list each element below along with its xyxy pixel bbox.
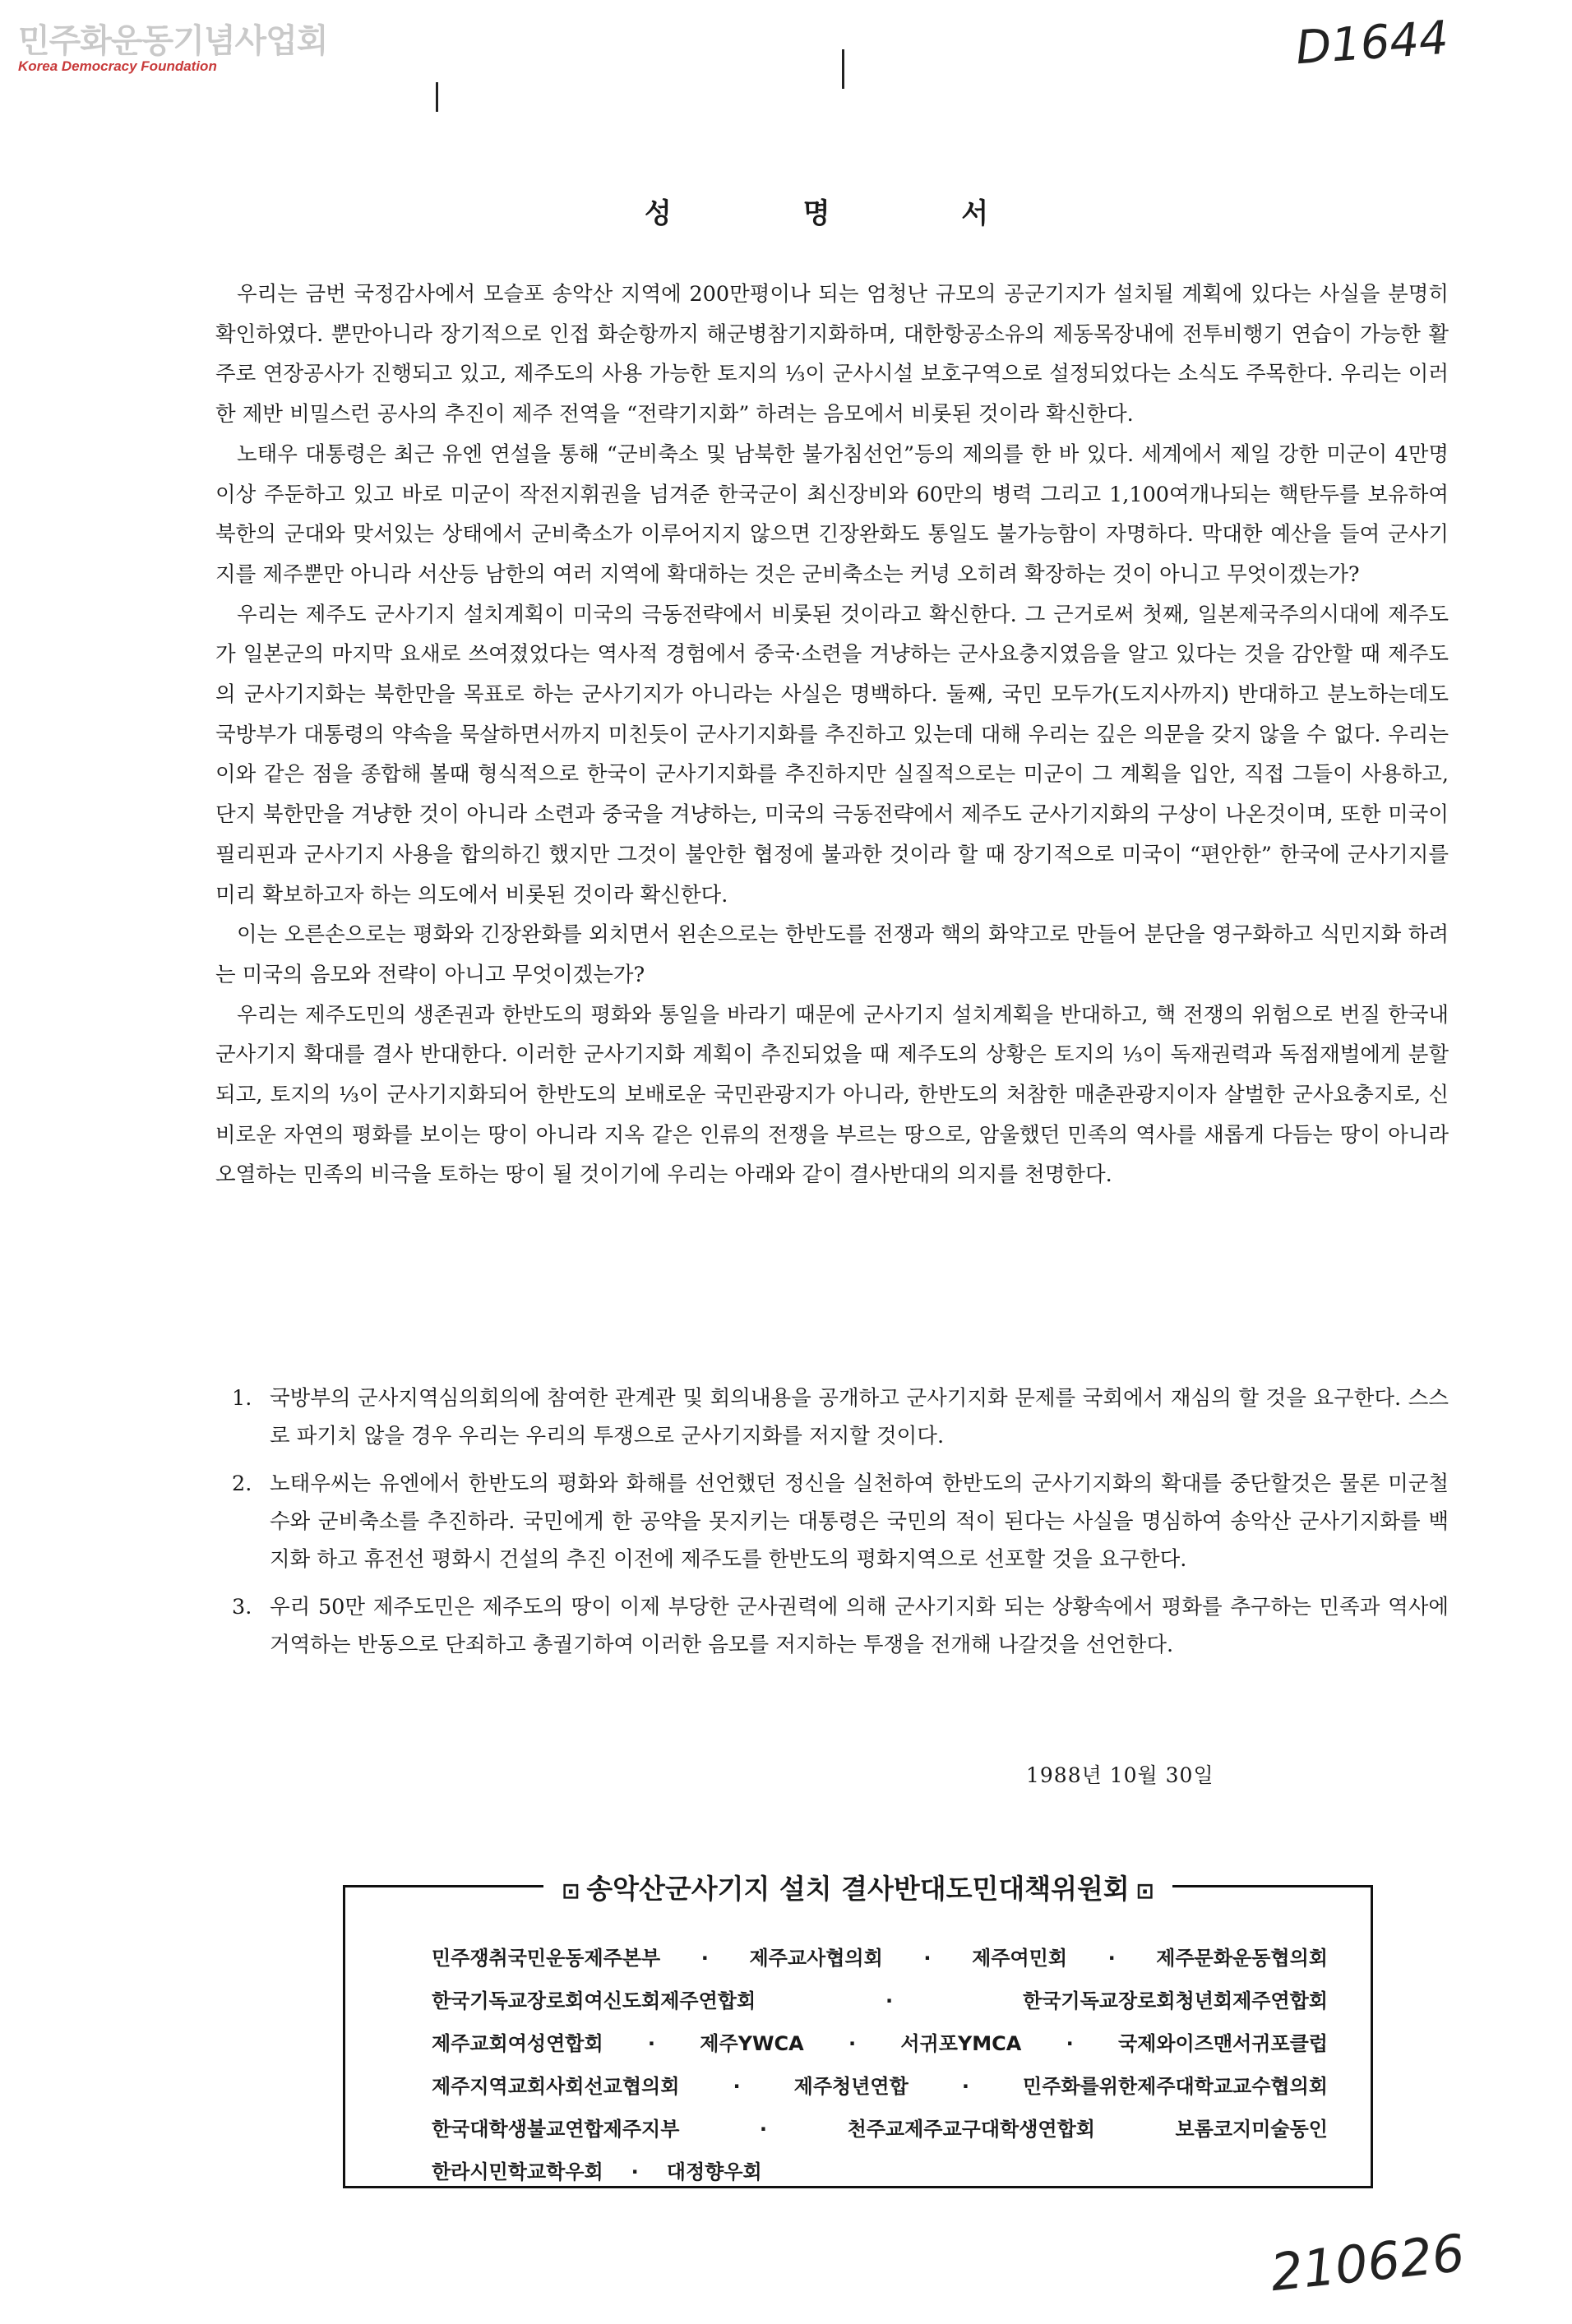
member-org: 대정향우회 xyxy=(666,2160,762,2183)
member-org: 제주교사협의회 xyxy=(749,1947,883,1970)
pen-mark xyxy=(842,49,844,89)
demand-text: 우리 50만 제주도민은 제주도의 땅이 이제 부당한 군사권력에 의해 군사기지화 되는 상황속에서 평화를 추구하는 민족과 역사에 거역하는 반동으로 단죄하고 총궐기하여 이러한 음모를 저지하는 투쟁을 전개해 나갈것을 선언한다. xyxy=(270,1595,1449,1657)
handwritten-archive-number: D1644 xyxy=(1294,11,1451,76)
separator: · xyxy=(961,2075,969,2098)
statement-date: 1988년 10월 30일 xyxy=(1026,1763,1214,1787)
committee-box xyxy=(343,1873,1373,2188)
demand-text: 노태우씨는 유엔에서 한반도의 평화와 화해를 선언했던 정신을 실천하여 한반도의 군사기지화의 확대를 중단할것은 물론 미군철수와 군비축소를 추진하라. 국민에게 한 공약을 못지키는 대통령은 국민의 적이 된다는 사실을 명심하여 송악산 군사기지화를 백지화 하고 휴전선 평화시 건설의 추진 이전에 제주도를 한반도의 평화지역으로 선포할 것을 요구한다. xyxy=(270,1472,1449,1572)
demand-text: 국방부의 군사지역심의회의에 참여한 관계관 및 회의내용을 공개하고 군사기지화 문제를 국회에서 재심의 할 것을 요구한다. 스스로 파기치 않을 경우 우리는 우리의 투쟁으로 군사기지화를 저지할 것이다. xyxy=(270,1386,1449,1448)
member-org: 민주화를위한제주대학교교수협의회 xyxy=(1023,2075,1328,2098)
member-org: 보롬코지미술동인 xyxy=(1175,2118,1328,2141)
demand-item xyxy=(232,1465,1449,1578)
statement-body xyxy=(215,275,1449,1195)
member-org: 국제와이즈맨서귀포클럽 xyxy=(1117,2032,1328,2055)
watermark-korean: 민주화운동기념사업회 xyxy=(18,22,328,60)
member-org: 제주여민회 xyxy=(972,1947,1067,1970)
handwritten-reference-number: 210626 xyxy=(1268,2222,1468,2303)
member-org: 천주교제주교구대학생연합회 xyxy=(847,2118,1095,2141)
demand-number: 2. xyxy=(232,1472,252,1496)
watermark-english: Korea Democracy Foundation xyxy=(18,58,217,74)
member-row xyxy=(432,2065,1328,2108)
paragraph: 노태우 대통령은 최근 유엔 연설을 통해 “군비축소 및 남북한 불가침선언”등의 제의를 한 바 있다. 세계에서 제일 강한 미군이 4만명 이상 주둔하고 있고 바로 미군이 작전지휘권을 넘겨준 한국군이 최신장비와 60만의 병력 그리고 1,100여개나되는 핵탄두를 보유하여 북한의 군대와 맞서있는 상태에서 군비축소가 이루어지지 않으면 긴장완화도 통일도 불가능함이 자명하다. 막대한 예산을 들여 군사기지를 제주뿐만 아니라 서산등 남한의 여러 지역에 확대하는 것은 군비축소는 커녕 오히려 확장하는 것이 아니고 무엇이겠는가? xyxy=(215,441,1449,587)
document-title: 성 명 서 xyxy=(644,197,1050,230)
member-org: 제주교회여성연합회 xyxy=(432,2032,603,2055)
separator: · xyxy=(733,2075,741,2098)
demand-item xyxy=(232,1588,1449,1664)
separator: · xyxy=(1107,1947,1116,1970)
demands-list xyxy=(232,1379,1449,1674)
member-org: 제주문화운동협의회 xyxy=(1156,1947,1328,1970)
watermark-logo xyxy=(18,15,327,75)
separator: · xyxy=(631,2160,639,2183)
member-org: 민주쟁취국민운동제주본부 xyxy=(432,1947,661,1970)
member-org: 한국기독교장로회여신도회제주연합회 xyxy=(432,1989,756,2012)
separator: · xyxy=(885,1989,894,2012)
member-row xyxy=(432,2151,1328,2193)
member-row xyxy=(432,2108,1328,2151)
separator: · xyxy=(1066,2032,1074,2055)
separator: · xyxy=(700,1947,709,1970)
member-org: 한라시민학교학우회 xyxy=(432,2160,603,2183)
pen-mark xyxy=(436,82,438,112)
member-org: 서귀포YMCA xyxy=(900,2032,1022,2055)
paragraph: 우리는 금번 국정감사에서 모슬포 송악산 지역에 200만평이나 되는 엄청난 규모의 공군기지가 설치될 계획에 있다는 사실을 분명히 확인하였다. 뿐만아니라 장기적으로 인접 화순항까지 해군병참기지화하며, 대한항공소유의 제동목장내에 전투비행기 연습이 가능한 활주로 연장공사가 진행되고 있고, 제주도의 사용 가능한 토지의 ⅓이 군사시설 보호구역으로 설정되었다는 소식도 주목한다. 우리는 이러한 제반 비밀스런 공사의 추진이 제주 전역을 “전략기지화” 하려는 음모에서 비롯된 것이라 확신한다. xyxy=(215,282,1449,427)
committee-title-bar xyxy=(345,1868,1371,1906)
separator: · xyxy=(848,2032,857,2055)
member-row xyxy=(432,1980,1328,2022)
separator: · xyxy=(647,2032,656,2055)
member-organizations xyxy=(432,1937,1328,2193)
member-org: 한국기독교장로회청년회제주연합회 xyxy=(1023,1989,1328,2012)
paragraph: 이는 오른손으로는 평화와 긴장완화를 외치면서 왼손으로는 한반도를 전쟁과 핵의 화약고로 만들어 분단을 영구화하고 식민지화 하려는 미국의 음모와 전략이 아니고 무엇이겠는가? xyxy=(215,922,1449,987)
member-org: 제주지역교회사회선교협의회 xyxy=(432,2075,680,2098)
ornament-icon: ⊡ xyxy=(1135,1879,1154,1904)
demand-number: 3. xyxy=(232,1595,252,1619)
member-org: 제주청년연합 xyxy=(793,2075,909,2098)
member-org: 한국대학생불교연합제주지부 xyxy=(432,2118,680,2141)
member-row xyxy=(432,1937,1328,1980)
member-org: 제주YWCA xyxy=(700,2032,804,2055)
committee-title: 송악산군사기지 설치 결사반대도민대책위원회 xyxy=(586,1873,1130,1905)
member-row xyxy=(432,2022,1328,2065)
paragraph: 우리는 제주도민의 생존권과 한반도의 평화와 통일을 바라기 때문에 군사기지 설치계획을 반대하고, 핵 전쟁의 위험으로 번질 한국내 군사기지 확대를 결사 반대한다. 이러한 군사기지화 계획이 추진되었을 때 제주도의 상황은 토지의 ⅓이 독재권력과 독점재벌에게 분할되고, 토지의 ⅓이 군사기지화되어 한반도의 보배로운 국민관광지가 아니라, 한반도의 처참한 매춘관광지이자 살벌한 군사요충지로, 신비로운 자연의 평화를 보이는 땅이 아니라 지옥 같은 인류의 전쟁을 부르는 땅으로, 암울했던 민족의 역사를 새롭게 다듬는 땅이 아니라 오열하는 민족의 비극을 토하는 땅이 될 것이기에 우리는 아래와 같이 결사반대의 의지를 천명한다. xyxy=(215,1002,1449,1188)
paragraph: 우리는 제주도 군사기지 설치계획이 미국의 극동전략에서 비롯된 것이라고 확신한다. 그 근거로써 첫째, 일본제국주의시대에 제주도가 일본군의 마지막 요새로 쓰여졌었다는 역사적 경험에서 중국·소련을 겨냥하는 군사요충지였음을 알고 있다는 것을 감안할 때 제주도의 군사기지화는 북한만을 목표로 하는 군사기지가 아니라는 사실은 명백하다. 둘째, 국민 모두가(도지사까지) 반대하고 분노하는데도 국방부가 대통령의 약속을 묵살하면서까지 미친듯이 군사기지화를 추진하고 있는데 대해 우리는 깊은 의문을 갖지 않을 수 없다. 우리는 이와 같은 점을 종합해 볼때 형식적으로 한국이 군사기지화를 추진하지만 실질적으로는 미군이 그 계획을 입안, 직접 그들이 사용하고, 단지 북한만을 겨냥한 것이 아니라 소련과 중국을 겨냥하는, 미국의 극동전략에서 제주도 군사기지화의 구상이 나온것이며, 또한 미국이 필리핀과 군사기지 사용을 합의하긴 했지만 그것이 불안한 협정에 불과한 것이라 할 때 장기적으로 미국이 “편안한” 한국에 군사기지를 미리 확보하고자 하는 의도에서 비롯된 것이라 확신한다. xyxy=(215,602,1449,908)
ornament-icon: ⊡ xyxy=(562,1879,580,1904)
demand-number: 1. xyxy=(232,1386,252,1411)
demand-item xyxy=(232,1379,1449,1455)
separator: · xyxy=(759,2118,768,2141)
separator: · xyxy=(923,1947,932,1970)
